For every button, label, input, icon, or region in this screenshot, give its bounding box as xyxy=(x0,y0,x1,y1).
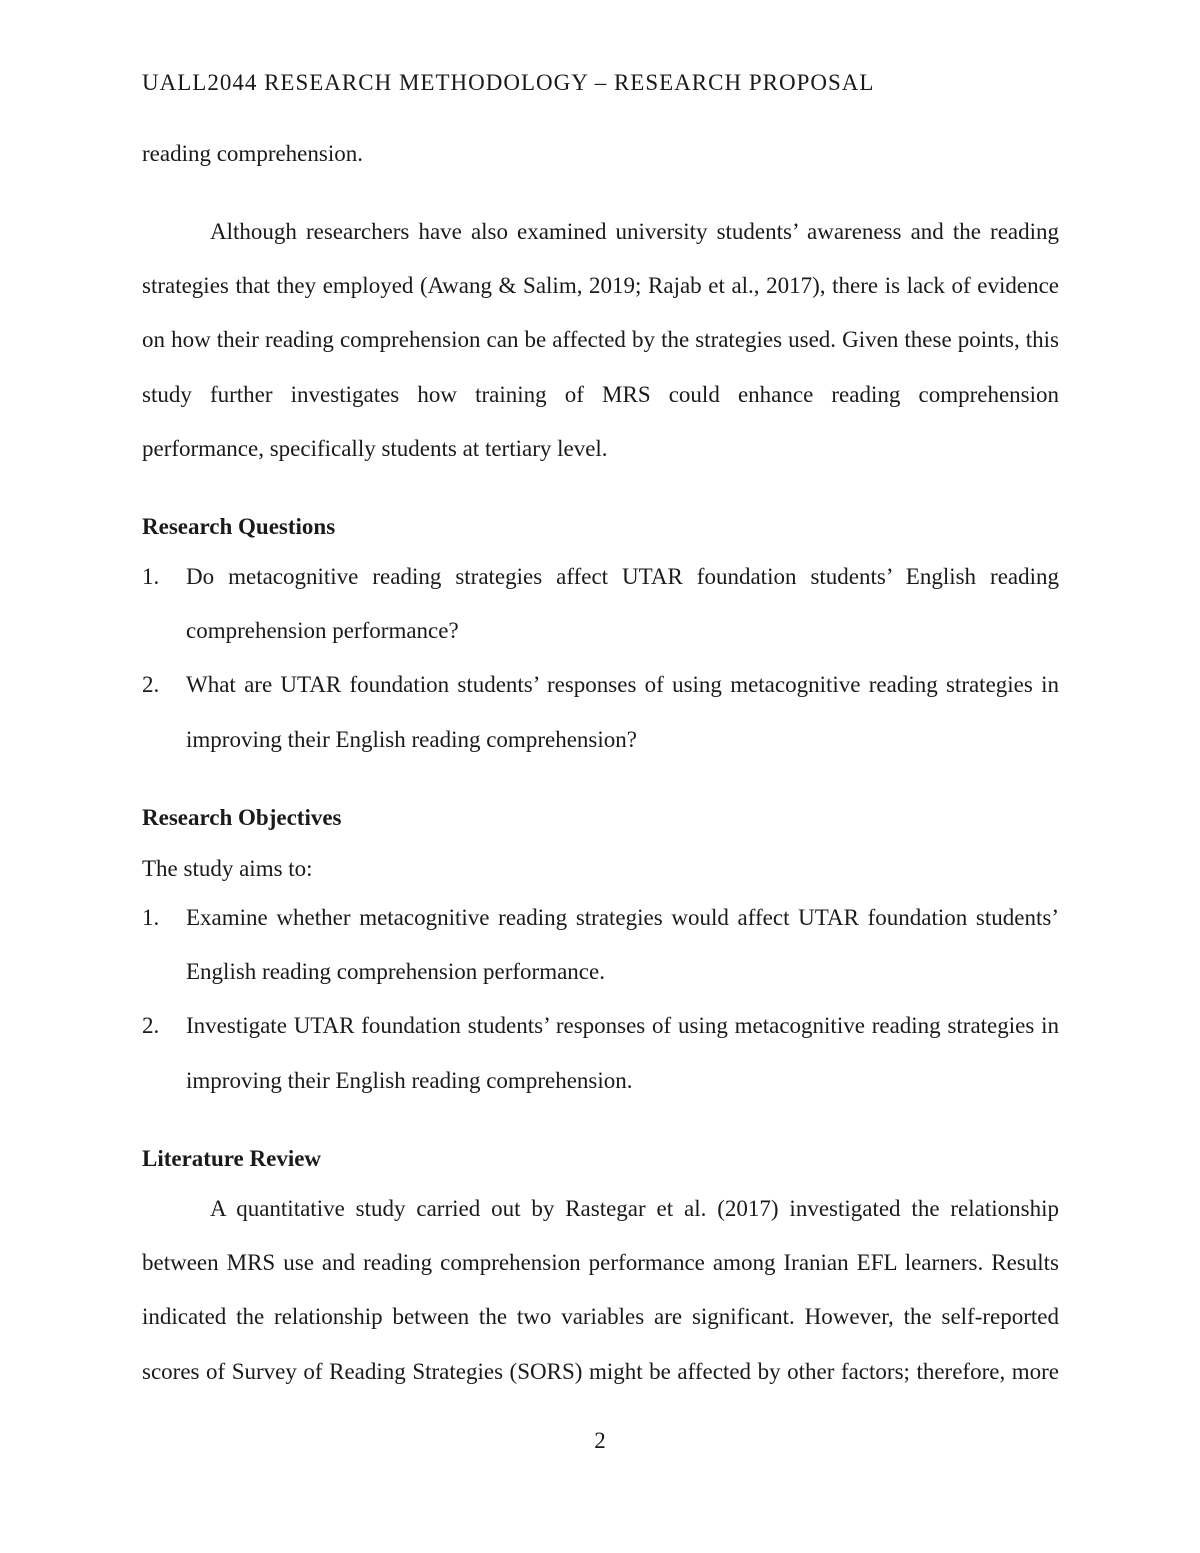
objectives-lead-text: The study aims to: xyxy=(142,856,313,881)
research-objectives-list xyxy=(142,891,1059,1108)
continuation-text: reading comprehension. xyxy=(142,141,363,166)
research-questions-list xyxy=(142,550,1059,767)
intro-paragraph-block xyxy=(142,205,1059,476)
running-header: UALL2044 RESEARCH METHODOLOGY – RESEARCH PROPOSAL xyxy=(142,70,875,95)
list-item-text: What are UTAR foundation students’ responses of using metacognitive reading strategies in improving their English reading comprehension? xyxy=(186,672,1059,752)
research-objectives-heading: Research Objectives xyxy=(142,805,342,830)
list-item xyxy=(142,999,1059,1107)
objectives-lead-block xyxy=(142,854,1059,884)
list-item xyxy=(142,550,1059,658)
literature-review-heading: Literature Review xyxy=(142,1146,322,1171)
continuation-text-block xyxy=(142,127,1059,181)
literature-review-heading-block xyxy=(142,1144,1059,1174)
list-number: 2. xyxy=(142,672,160,698)
page-number: 2 xyxy=(594,1428,606,1453)
list-item xyxy=(142,658,1059,766)
research-objectives-heading-block xyxy=(142,803,1059,833)
intro-paragraph: Although researchers have also examined university students’ awareness and the reading strategies that they employed (Awang & Salim, 2019; Rajab et al., 2017), there is lack of evidence on how their reading comprehension can be affected by the strategies used. Given these points, this study further investigates how training of MRS could enhance reading comprehension performance, specifically students at tertiary level. xyxy=(142,219,1059,461)
list-item-text: Examine whether metacognitive reading strategies would affect UTAR foundation students’ English reading comprehension performance. xyxy=(186,905,1059,985)
research-questions-heading-block xyxy=(142,512,1059,542)
list-number: 2. xyxy=(142,1013,160,1039)
list-item xyxy=(142,891,1059,999)
list-item-text: Do metacognitive reading strategies affect UTAR foundation students’ English reading comprehension performance? xyxy=(186,564,1059,644)
research-questions-heading: Research Questions xyxy=(142,514,336,539)
list-item-text: Investigate UTAR foundation students’ responses of using metacognitive reading strategies in improving their English reading comprehension. xyxy=(186,1013,1059,1093)
literature-review-paragraph-block xyxy=(142,1182,1059,1399)
literature-review-paragraph: A quantitative study carried out by Rastegar et al. (2017) investigated the relationship between MRS use and reading comprehension performance among Iranian EFL learners. Results indicated the relationship between the two variables are significant. However, the self-reported scores of Survey of Reading Strategies (SORS) might be affected by other factors; therefore, more xyxy=(142,1196,1059,1384)
list-number: 1. xyxy=(142,905,160,930)
list-number: 1. xyxy=(142,564,160,589)
